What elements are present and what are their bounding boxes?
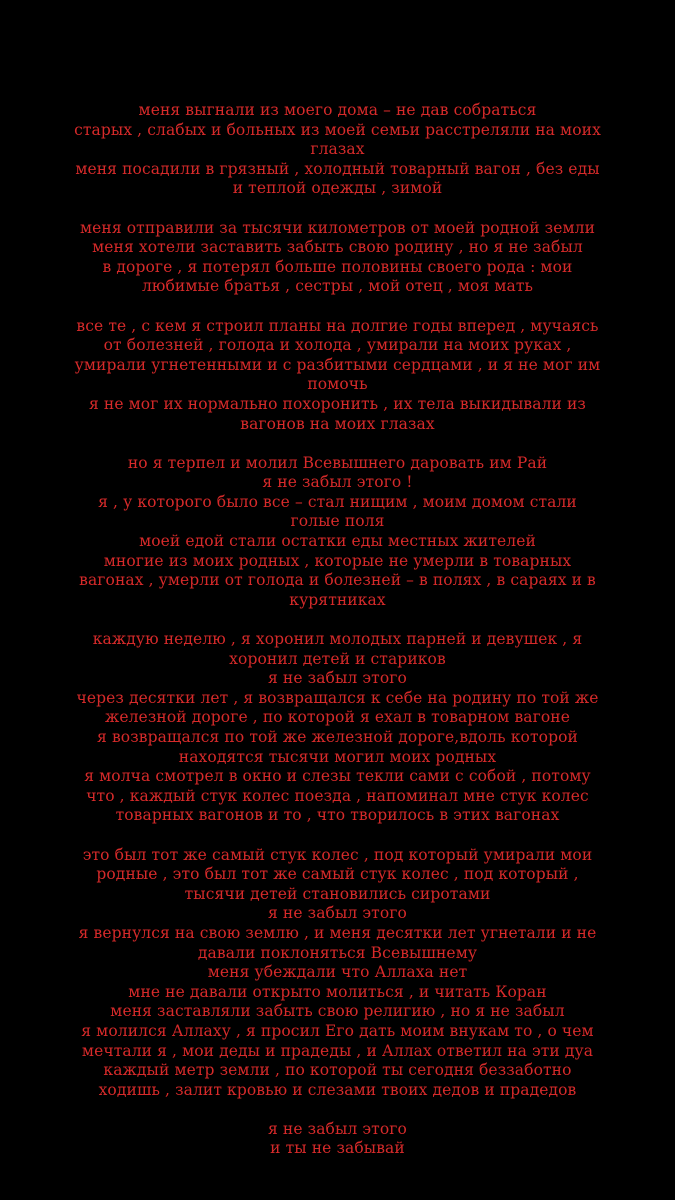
poem-line: от болезней , голода и холода , умирали на моих руках ,	[103, 336, 572, 355]
poem-line: я молча смотрел в окно и слезы текли сами с собой , потому	[84, 767, 591, 786]
poem-line: тысячи детей становились сиротами	[184, 884, 491, 903]
poem-stanza	[0, 454, 675, 611]
poem-line: каждую неделю , я хоронил молодых парней и девушек , я	[92, 630, 583, 649]
poem-line: многие из моих родных , которые не умерли в товарных	[103, 551, 572, 570]
poem-line: я , у которого было все – стал нищим , моим домом стали	[98, 492, 577, 511]
poem-line: курятниках	[289, 590, 386, 609]
poem-line: через десятки лет , я возвращался к себе на родину по той же	[76, 688, 599, 707]
poem-line: я не забыл этого !	[262, 473, 413, 492]
poem-line: меня посадили в грязный , холодный товарный вагон , без еды	[75, 159, 600, 178]
poem-line: меня хотели заставить забыть свою родину , но я не забыл	[92, 238, 583, 257]
poem-line: умирали угнетенными и с разбитыми сердцами , и я не мог им	[74, 355, 601, 374]
poem-line: меня убеждали что Аллаха нет	[207, 963, 468, 982]
poem-stanza	[0, 317, 675, 435]
poem-line: любимые братья , сестры , мой отец , моя мать	[141, 277, 534, 296]
poem-stanza	[0, 219, 675, 297]
poem-stanza	[0, 630, 675, 826]
poem-line: меня отправили за тысячи километров от моей родной земли	[79, 218, 596, 237]
poem-line: мечтали я , мои деды и прадеды , и Аллах ответил на эти дуа	[81, 1041, 594, 1060]
poem-stanza	[0, 846, 675, 1101]
poem-line: и ты не забывай	[270, 1139, 405, 1158]
poem-line: это был тот же самый стук колес , под который умирали мои	[82, 845, 593, 864]
poem-text	[0, 101, 675, 1179]
poem-line: помочь	[307, 375, 368, 394]
poem-line: родные , это был тот же самый стук колес , под который ,	[96, 865, 579, 884]
poem-line: меня выгнали из моего дома – не дав собраться	[138, 101, 537, 119]
poem-line: я молился Аллаху , я просил Его дать моим внукам то , о чем	[81, 1021, 594, 1040]
poem-line: вагонов на моих глазах	[240, 414, 435, 433]
poem-line: хоронил детей и стариков	[229, 649, 446, 668]
poem-line: каждый метр земли , по которой ты сегодня беззаботно	[103, 1061, 572, 1080]
poem-line: я не забыл этого	[268, 904, 407, 923]
poem-line: что , каждый стук колес поезда , напоминал мне стук колес	[86, 786, 589, 805]
poem-line: но я терпел и молил Всевышнего даровать им Рай	[127, 453, 548, 472]
poem-line: я не забыл этого	[268, 669, 407, 688]
poem-line: находятся тысячи могил моих родных	[178, 747, 497, 766]
poem-line: все те , с кем я строил планы на долгие годы вперед , мучаясь	[76, 316, 599, 335]
poem-line: я вернулся на свою землю , и меня десятки лет угнетали и не	[78, 923, 597, 942]
poem-stanza	[0, 101, 675, 199]
poem-line: я не мог их нормально похоронить , их тела выкидывали из	[89, 394, 586, 413]
poem-line: моей едой стали остатки еды местных жителей	[139, 532, 536, 551]
poem-stanza	[0, 1120, 675, 1159]
poem-line: давали поклоняться Всевышнему	[197, 943, 478, 962]
poem-line: голые поля	[290, 512, 385, 531]
poem-line: я возвращался по той же железной дороге,вдоль которой	[97, 728, 578, 746]
poem-line: и теплой одежды , зимой	[232, 179, 443, 198]
poem-line: вагонах , умерли от голода и болезней – в полях , в сараях и в	[79, 571, 596, 590]
poem-line: я не забыл этого	[268, 1119, 407, 1138]
poem-line: товарных вагонов и то , что творилось в этих вагонах	[115, 806, 560, 825]
poem-line: железной дороге , по которой я ехал в товарном вагоне	[104, 708, 570, 727]
poem-line: ходишь , залит кровью и слезами твоих дедов и прадедов	[98, 1080, 577, 1099]
poem-line: глазах	[310, 140, 365, 159]
poem-line: старых , слабых и больных из моей семьи расстреляли на моих	[74, 120, 601, 139]
poem-line: в дороге , я потерял больше половины своего рода : мои	[102, 257, 573, 276]
poem-line: меня заставляли забыть свою религию , но я не забыл	[110, 1002, 565, 1021]
poem-line: мне не давали открыто молиться , и читать Коран	[128, 982, 547, 1001]
